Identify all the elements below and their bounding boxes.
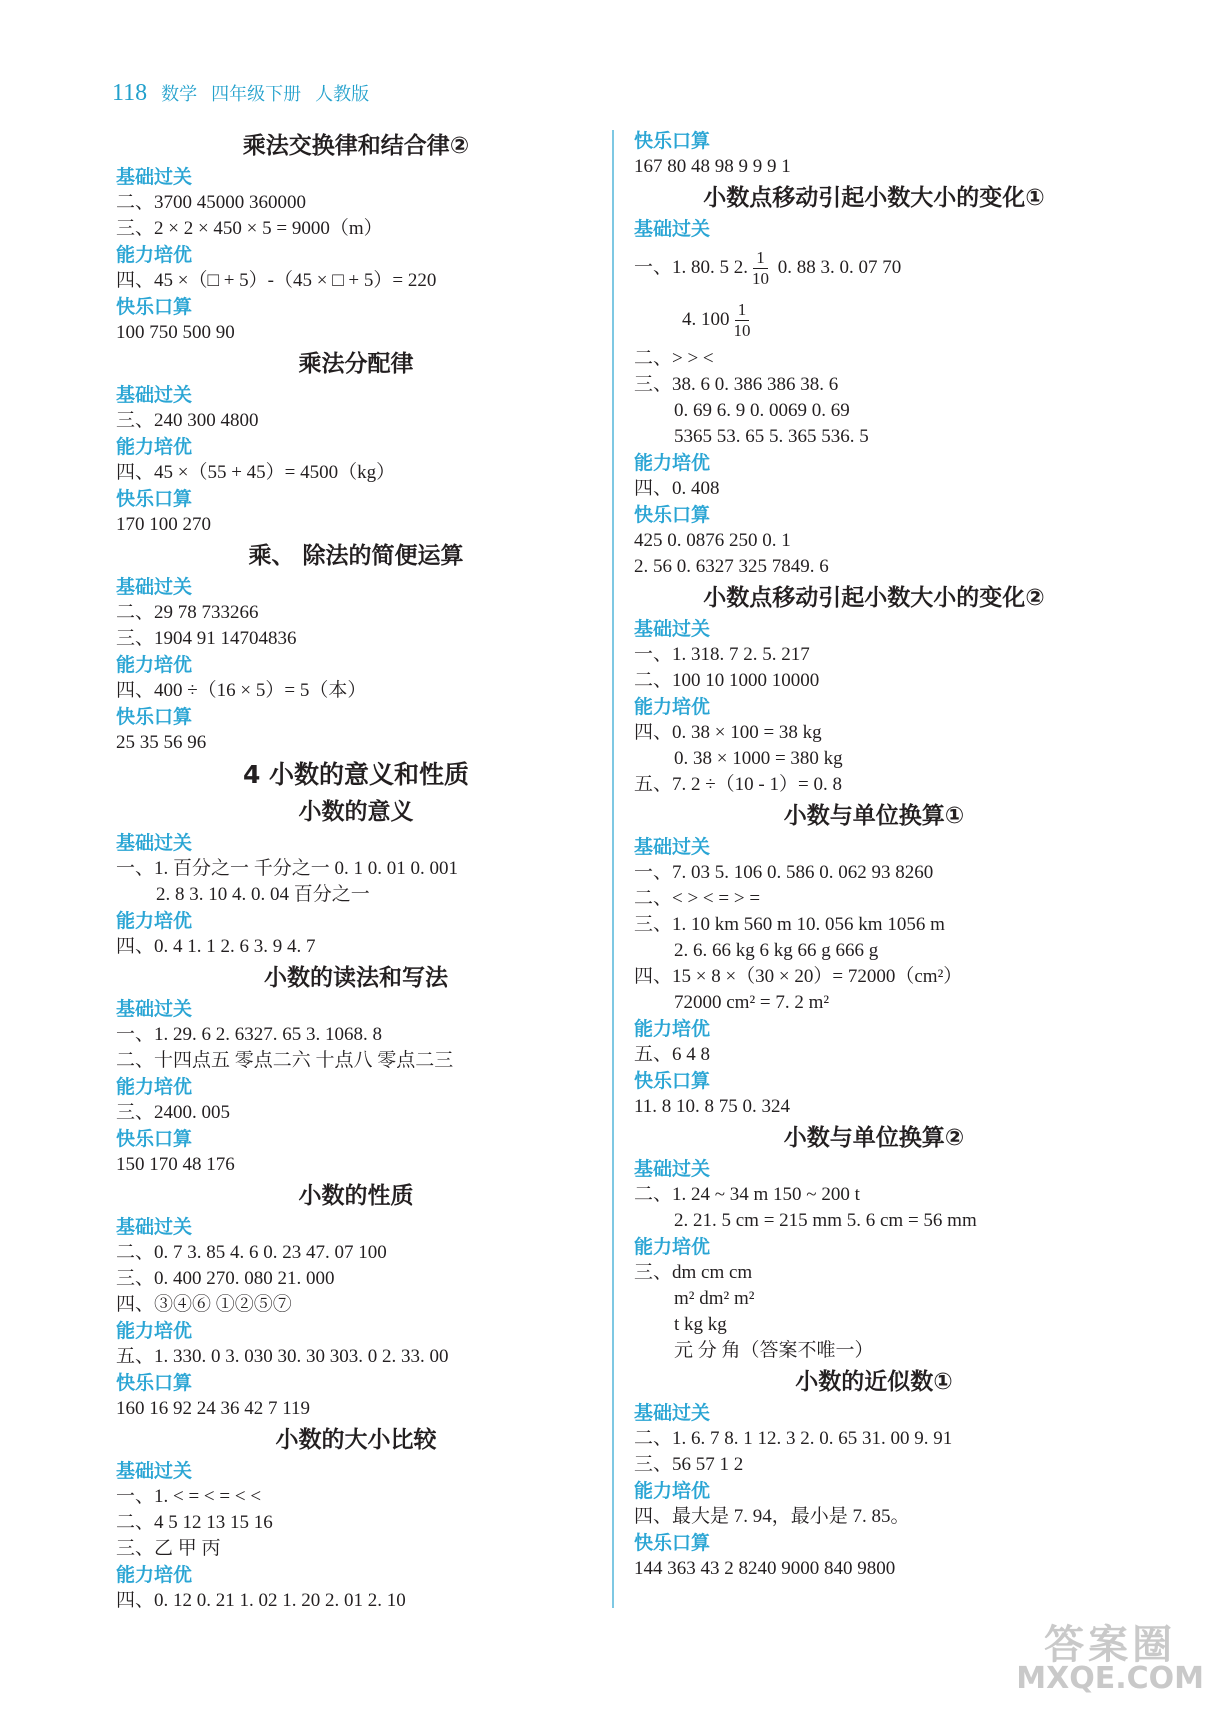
answer-line: 三、1. 10 km 560 m 10. 056 km 1056 m — [634, 914, 945, 935]
subsection-label: 基础过关 — [634, 1158, 711, 1180]
answer-text: 4. 100 — [682, 309, 730, 330]
page-number: 118 — [112, 80, 148, 106]
answer-line: 二、100 10 1000 10000 — [634, 670, 820, 691]
watermark-logo: 答案圈 — [1044, 1622, 1177, 1668]
section-title: 小数的意义 — [298, 799, 414, 825]
subsection-label: 能力培优 — [116, 1320, 193, 1342]
answer-line: 三、dm cm cm — [634, 1262, 753, 1283]
answer-line: 170 100 270 — [116, 514, 211, 535]
answer-line: 三、38. 6 0. 386 386 38. 6 — [634, 374, 839, 395]
subsection-label: 基础过关 — [116, 832, 193, 854]
answer-line: 25 35 56 96 — [116, 732, 207, 753]
left-column — [116, 128, 596, 1614]
answer-line: 三、2400. 005 — [116, 1102, 231, 1123]
answer-line: 二、1. 24 ~ 34 m 150 ~ 200 t — [634, 1184, 860, 1205]
answer-line-fraction — [634, 294, 1114, 346]
answer-line: 一、1. 百分之一 千分之一 0. 1 0. 01 0. 001 — [116, 858, 459, 879]
column-divider — [612, 130, 614, 1608]
subsection-label: 快乐口算 — [116, 296, 193, 318]
subsection-label: 能力培优 — [634, 1236, 711, 1258]
answer-line: 二、29 78 733266 — [116, 602, 259, 623]
subsection-label: 快乐口算 — [634, 1070, 711, 1092]
answer-line: 一、1. 29. 6 2. 6327. 65 3. 1068. 8 — [116, 1024, 383, 1045]
answer-line: 一、7. 03 5. 106 0. 586 0. 062 93 8260 — [634, 862, 934, 883]
fraction-numerator: 1 — [735, 300, 750, 321]
answer-line: 167 80 48 98 9 9 9 1 — [634, 156, 791, 177]
answer-line: 2. 8 3. 10 4. 0. 04 百分之一 — [156, 884, 370, 905]
subsection-label: 基础过关 — [116, 166, 193, 188]
subsection-label: 能力培优 — [116, 654, 193, 676]
answer-line: 二、< > < = > = — [634, 888, 761, 909]
answer-line: 四、最大是 7. 94，最小是 7. 85。 — [634, 1506, 910, 1527]
answer-line: 四、45 ×（55 + 45）= 4500（kg） — [116, 462, 396, 483]
answer-line: 425 0. 0876 250 0. 1 — [634, 530, 791, 551]
answer-line: 2. 21. 5 cm = 215 mm 5. 6 cm = 56 mm — [674, 1210, 977, 1231]
answer-text: 一、1. 80. 5 2. — [634, 257, 749, 278]
subsection-label: 能力培优 — [634, 1480, 711, 1502]
answer-line: 0. 69 6. 9 0. 0069 0. 69 — [674, 400, 850, 421]
section-title: 小数点移动引起小数大小的变化① — [703, 185, 1045, 211]
subsection-label: 能力培优 — [116, 910, 193, 932]
answer-line: 0. 38 × 1000 = 380 kg — [674, 748, 843, 769]
watermark — [1016, 1622, 1204, 1696]
answer-line: 160 16 92 24 36 42 7 119 — [116, 1398, 311, 1419]
answer-line: 二、> > < — [634, 348, 714, 369]
subsection-label: 基础过关 — [116, 998, 193, 1020]
subsection-label: 快乐口算 — [634, 1532, 711, 1554]
answer-line: 144 363 43 2 8240 9000 840 9800 — [634, 1558, 896, 1579]
subsection-label: 能力培优 — [116, 1076, 193, 1098]
subsection-label: 能力培优 — [634, 1018, 711, 1040]
answer-line: t kg kg — [674, 1314, 727, 1335]
answer-line: 五、7. 2 ÷（10 - 1）= 0. 8 — [634, 774, 842, 795]
fraction-denominator: 10 — [752, 269, 770, 289]
answer-line: 四、45 ×（□ + 5）-（45 × □ + 5）= 220 — [116, 270, 437, 291]
answer-line: 三、2 × 2 × 450 × 5 = 9000（m） — [116, 218, 383, 239]
section-title: 小数与单位换算② — [783, 1125, 965, 1151]
subsection-label: 快乐口算 — [116, 1372, 193, 1394]
answer-line: 三、1904 91 14704836 — [116, 628, 297, 649]
subsection-label: 能力培优 — [116, 1564, 193, 1586]
subsection-label: 快乐口算 — [116, 1128, 193, 1150]
watermark-site: MXQE.COM — [1016, 1661, 1204, 1696]
fraction — [734, 300, 751, 341]
right-column — [634, 128, 1114, 1582]
answer-line-fraction — [634, 242, 1114, 294]
answer-line: 一、1. < = < = < < — [116, 1486, 262, 1507]
fraction — [752, 248, 769, 289]
section-title: 乘法交换律和结合律② — [242, 133, 470, 159]
subsection-label: 基础过关 — [634, 218, 711, 240]
section-title: 乘、 除法的简便运算 — [248, 543, 464, 569]
answer-line: 三、0. 400 270. 080 21. 000 — [116, 1268, 335, 1289]
answer-line: 四、400 ÷（16 × 5）= 5（本） — [116, 680, 367, 701]
fraction-denominator: 10 — [733, 321, 751, 341]
answer-line: 二、0. 7 3. 85 4. 6 0. 23 47. 07 100 — [116, 1242, 387, 1263]
answer-line: 四、③④⑥ ①②⑤⑦ — [116, 1294, 292, 1315]
answer-line: 一、1. 318. 7 2. 5. 217 — [634, 644, 810, 665]
section-title: 小数的读法和写法 — [264, 965, 448, 991]
subsection-label: 快乐口算 — [634, 504, 711, 526]
subsection-label: 基础过关 — [116, 576, 193, 598]
answer-line: m² dm² m² — [674, 1288, 755, 1309]
subsection-label: 能力培优 — [634, 452, 711, 474]
section-title: 小数的大小比较 — [275, 1427, 437, 1453]
answer-line: 二、4 5 12 13 15 16 — [116, 1512, 273, 1533]
subsection-label: 基础过关 — [116, 384, 193, 406]
answer-line: 元 分 角（答案不唯一） — [674, 1340, 874, 1361]
section-title: 乘法分配律 — [298, 351, 414, 377]
subsection-label: 基础过关 — [634, 836, 711, 858]
page-header — [112, 80, 369, 107]
answer-line: 5365 53. 65 5. 365 536. 5 — [674, 426, 869, 447]
answer-line: 三、56 57 1 2 — [634, 1454, 744, 1475]
subsection-label: 快乐口算 — [116, 488, 193, 510]
subsection-label: 能力培优 — [634, 696, 711, 718]
answer-line: 二、3700 45000 360000 — [116, 192, 307, 213]
answer-line: 2. 6. 66 kg 6 kg 66 g 666 g — [674, 940, 879, 961]
unit-title: 4 小数的意义和性质 — [242, 760, 470, 789]
subsection-label: 基础过关 — [116, 1460, 193, 1482]
edition-label: 人教版 — [315, 84, 370, 105]
subsection-label: 能力培优 — [116, 244, 193, 266]
section-title: 小数的近似数① — [795, 1369, 953, 1395]
answer-line: 72000 cm² = 7. 2 m² — [674, 992, 830, 1013]
grade-label: 四年级下册 — [211, 84, 302, 105]
answer-line: 2. 56 0. 6327 325 7849. 6 — [634, 556, 829, 577]
subsection-label: 基础过关 — [634, 1402, 711, 1424]
answer-line: 五、6 4 8 — [634, 1044, 711, 1065]
answer-line: 二、十四点五 零点二六 十点八 零点二三 — [116, 1050, 454, 1071]
answer-line: 四、15 × 8 ×（30 × 20）= 72000（cm²） — [634, 966, 963, 987]
subsection-label: 基础过关 — [116, 1216, 193, 1238]
answer-line: 四、0. 38 × 100 = 38 kg — [634, 722, 822, 743]
answer-line: 150 170 48 176 — [116, 1154, 235, 1175]
subsection-label: 快乐口算 — [634, 130, 711, 152]
answer-line: 二、1. 6. 7 8. 1 12. 3 2. 0. 65 31. 00 9. 91 — [634, 1428, 953, 1449]
answer-line: 三、乙 甲 丙 — [116, 1538, 221, 1559]
subsection-label: 基础过关 — [634, 618, 711, 640]
answer-text: 0. 88 3. 0. 07 70 — [773, 257, 902, 278]
subject-label: 数学 — [161, 84, 198, 105]
answer-line: 三、240 300 4800 — [116, 410, 259, 431]
section-title: 小数点移动引起小数大小的变化② — [703, 585, 1045, 611]
answer-line: 四、0. 4 1. 1 2. 6 3. 9 4. 7 — [116, 936, 316, 957]
fraction-numerator: 1 — [753, 248, 768, 269]
subsection-label: 能力培优 — [116, 436, 193, 458]
answer-line: 四、0. 12 0. 21 1. 02 1. 20 2. 01 2. 10 — [116, 1590, 406, 1611]
answer-line: 11. 8 10. 8 75 0. 324 — [634, 1096, 791, 1117]
answer-line: 四、0. 408 — [634, 478, 720, 499]
section-title: 小数的性质 — [298, 1183, 414, 1209]
subsection-label: 快乐口算 — [116, 706, 193, 728]
answer-line: 100 750 500 90 — [116, 322, 235, 343]
answer-line: 五、1. 330. 0 3. 030 30. 30 303. 0 2. 33. 00 — [116, 1346, 449, 1367]
section-title: 小数与单位换算① — [783, 803, 965, 829]
